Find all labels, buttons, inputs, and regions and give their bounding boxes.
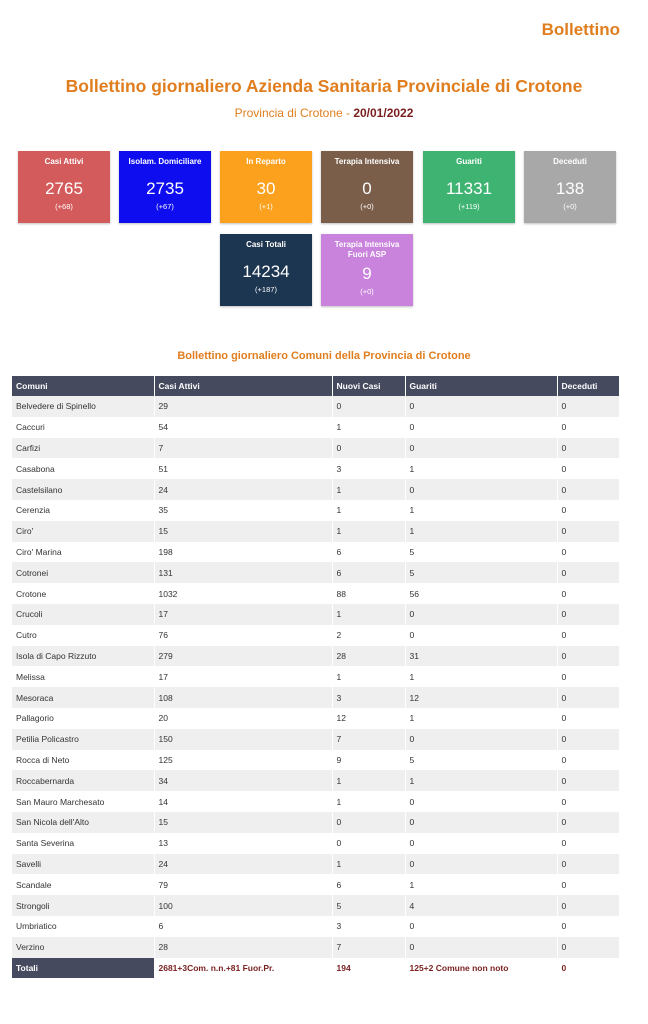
cell-deceduti: 0 [557,895,619,916]
header-deceduti: Deceduti [557,376,619,396]
cell-guariti: 0 [405,438,557,459]
page-title: Bollettino giornaliero Azienda Sanitaria Provinciale di Crotone [65,76,583,96]
table-row [12,874,619,895]
cell-guariti: 1 [405,458,557,479]
table-row [12,812,619,833]
cell-deceduti: 0 [557,791,619,812]
cell-casi-attivi: 150 [154,729,332,750]
totals-label: Totali [12,958,154,978]
cell-casi-attivi: 24 [154,854,332,875]
cell-casi-attivi: 34 [154,770,332,791]
cell-deceduti: 0 [557,750,619,771]
cell-casi-attivi: 17 [154,604,332,625]
cell-guariti: 0 [405,396,557,417]
cell-casi-attivi: 51 [154,458,332,479]
cell-deceduti: 0 [557,770,619,791]
cell-guariti: 12 [405,687,557,708]
card-delta: (+119) [458,202,480,211]
subtitle-province: Provincia di Crotone - [234,106,354,120]
cell-nuovi-casi: 6 [332,542,405,563]
table-row [12,916,619,937]
cell-guariti: 5 [405,750,557,771]
cell-casi-attivi: 279 [154,646,332,667]
cell-comune: Castelsilano [12,479,154,500]
cell-deceduti: 0 [557,812,619,833]
cell-guariti: 1 [405,666,557,687]
cell-guariti: 0 [405,854,557,875]
cell-nuovi-casi: 3 [332,916,405,937]
table-row [12,895,619,916]
cell-guariti: 1 [405,521,557,542]
cell-nuovi-casi: 5 [332,895,405,916]
cell-comune: Casabona [12,458,154,479]
cell-guariti: 0 [405,791,557,812]
cell-deceduti: 0 [557,687,619,708]
cell-nuovi-casi: 3 [332,687,405,708]
cell-comune: Strongoli [12,895,154,916]
cell-comune: Cotronei [12,562,154,583]
top-bar [0,0,648,60]
cell-comune: San Nicola dell'Alto [12,812,154,833]
cell-nuovi-casi: 1 [332,770,405,791]
table-row [12,396,619,417]
comuni-section-title: Bollettino giornaliero Comuni della Provincia di Crotone [177,350,471,362]
table-footer [12,958,619,978]
cell-deceduti: 0 [557,500,619,521]
page-subtitle [0,106,648,120]
cell-guariti: 0 [405,417,557,438]
cell-deceduti: 0 [557,729,619,750]
cell-casi-attivi: 100 [154,895,332,916]
cell-comune: Pallagorio [12,708,154,729]
cell-comune: San Mauro Marchesato [12,791,154,812]
cell-guariti: 0 [405,604,557,625]
cell-guariti: 56 [405,583,557,604]
cell-comune: Verzino [12,937,154,958]
cell-comune: Petilia Policastro [12,729,154,750]
cell-deceduti: 0 [557,458,619,479]
cell-deceduti: 0 [557,666,619,687]
cell-deceduti: 0 [557,646,619,667]
cell-guariti: 1 [405,874,557,895]
header-guariti: Guariti [405,376,557,396]
table-row [12,666,619,687]
card-guariti [423,151,515,223]
cell-guariti: 1 [405,708,557,729]
cell-casi-attivi: 29 [154,396,332,417]
cell-guariti: 0 [405,729,557,750]
cell-comune: Cerenzia [12,500,154,521]
cell-comune: Caccuri [12,417,154,438]
cell-nuovi-casi: 7 [332,729,405,750]
cell-nuovi-casi: 1 [332,521,405,542]
table-row [12,500,619,521]
cell-guariti: 0 [405,833,557,854]
cell-comune: Crucoli [12,604,154,625]
cell-casi-attivi: 13 [154,833,332,854]
totals-deceduti: 0 [557,958,619,978]
card-value: 0 [362,179,372,198]
cell-casi-attivi: 6 [154,916,332,937]
card-label: Isolam. Domiciliare [128,157,202,166]
cell-comune: Crotone [12,583,154,604]
card-delta: (+0) [360,202,374,211]
cell-nuovi-casi: 1 [332,500,405,521]
card-value: 14234 [242,262,290,281]
cell-comune: Santa Severina [12,833,154,854]
cell-deceduti: 0 [557,438,619,459]
cell-deceduti: 0 [557,833,619,854]
cell-nuovi-casi: 1 [332,417,405,438]
table-row [12,625,619,646]
cell-guariti: 0 [405,937,557,958]
table-row [12,604,619,625]
comuni-table [12,376,620,978]
cell-deceduti: 0 [557,604,619,625]
cell-nuovi-casi: 0 [332,812,405,833]
cell-deceduti: 0 [557,396,619,417]
card-label: Terapia Intensiva Fuori ASP [334,240,400,259]
cell-casi-attivi: 131 [154,562,332,583]
table-row [12,937,619,958]
table-row [12,854,619,875]
table-row [12,521,619,542]
cell-comune: Rocca di Neto [12,750,154,771]
cell-guariti: 5 [405,562,557,583]
table-header [12,376,619,396]
card-casi-totali [220,234,312,306]
cell-nuovi-casi: 28 [332,646,405,667]
card-label: In Reparto [246,157,286,166]
card-terapia-intensiva-fuori-asp [321,234,413,306]
table-row [12,729,619,750]
cell-casi-attivi: 108 [154,687,332,708]
cell-nuovi-casi: 0 [332,396,405,417]
cell-nuovi-casi: 12 [332,708,405,729]
card-value: 2765 [45,179,83,198]
card-value: 138 [555,179,585,198]
cell-guariti: 0 [405,812,557,833]
card-label: Casi Attivi [44,157,84,166]
card-label: Terapia Intensiva [334,157,400,166]
cell-casi-attivi: 14 [154,791,332,812]
table-row [12,833,619,854]
card-delta: (+187) [255,285,277,294]
cell-comune: Savelli [12,854,154,875]
header-comuni: Comuni [12,376,154,396]
cell-nuovi-casi: 9 [332,750,405,771]
card-label: Casi Totali [246,240,286,249]
cell-guariti: 0 [405,916,557,937]
cell-nuovi-casi: 2 [332,625,405,646]
cell-comune: Roccabernarda [12,770,154,791]
cell-deceduti: 0 [557,854,619,875]
cell-casi-attivi: 24 [154,479,332,500]
card-deceduti [524,151,616,223]
card-value: 11331 [445,179,492,198]
card-delta: (+1) [259,202,273,211]
card-terapia-intensiva [321,151,413,223]
table-row [12,750,619,771]
table-row [12,708,619,729]
cell-casi-attivi: 79 [154,874,332,895]
header-nuovi-casi: Nuovi Casi [332,376,405,396]
cell-comune: Belvedere di Spinello [12,396,154,417]
cell-deceduti: 0 [557,479,619,500]
cell-comune: Isola di Capo Rizzuto [12,646,154,667]
cell-nuovi-casi: 6 [332,562,405,583]
totals-row [12,958,619,978]
totals-casi-attivi: 2681+3Com. n.n.+81 Fuor.Pr. [154,958,332,978]
cell-deceduti: 0 [557,562,619,583]
cell-deceduti: 0 [557,583,619,604]
cell-guariti: 1 [405,770,557,791]
cell-casi-attivi: 17 [154,666,332,687]
cell-casi-attivi: 125 [154,750,332,771]
cell-comune: Carfizi [12,438,154,459]
cell-deceduti: 0 [557,874,619,895]
card-delta: (+67) [156,202,174,211]
cell-guariti: 31 [405,646,557,667]
table-row [12,542,619,563]
cell-casi-attivi: 15 [154,812,332,833]
cell-casi-attivi: 54 [154,417,332,438]
bulletin-date: 20/01/2022 [353,106,414,120]
cell-guariti: 4 [405,895,557,916]
cell-comune: Cutro [12,625,154,646]
cell-nuovi-casi: 88 [332,583,405,604]
totals-guariti: 125+2 Comune non noto [405,958,557,978]
cell-deceduti: 0 [557,521,619,542]
card-delta: (+68) [55,202,73,211]
cell-casi-attivi: 76 [154,625,332,646]
card-value: 30 [256,179,276,198]
cell-casi-attivi: 7 [154,438,332,459]
table-row [12,417,619,438]
cell-deceduti: 0 [557,916,619,937]
card-delta: (+0) [563,202,577,211]
cell-casi-attivi: 15 [154,521,332,542]
table-row [12,479,619,500]
table-row [12,458,619,479]
cell-deceduti: 0 [557,708,619,729]
cell-guariti: 5 [405,542,557,563]
card-isolamento-domiciliare [119,151,211,223]
card-value: 9 [362,264,372,283]
cell-deceduti: 0 [557,625,619,646]
cell-nuovi-casi: 0 [332,438,405,459]
table-row [12,438,619,459]
table-row [12,770,619,791]
cell-deceduti: 0 [557,937,619,958]
table-row [12,646,619,667]
cell-nuovi-casi: 6 [332,874,405,895]
card-value: 2735 [146,179,184,198]
table-row [12,687,619,708]
totals-nuovi-casi: 194 [332,958,405,978]
cell-comune: Umbriatico [12,916,154,937]
cell-casi-attivi: 35 [154,500,332,521]
card-label: Guariti [456,157,482,166]
card-label: Deceduti [553,157,587,166]
table-row [12,583,619,604]
cell-comune: Scandale [12,874,154,895]
cell-comune: Melissa [12,666,154,687]
header-casi-attivi: Casi Attivi [154,376,332,396]
table-body [12,396,619,958]
cell-casi-attivi: 1032 [154,583,332,604]
cell-casi-attivi: 198 [154,542,332,563]
cell-nuovi-casi: 1 [332,791,405,812]
cell-comune: Cirо' [12,521,154,542]
cell-guariti: 1 [405,500,557,521]
cell-deceduti: 0 [557,542,619,563]
cell-guariti: 0 [405,479,557,500]
table-row [12,791,619,812]
cell-nuovi-casi: 1 [332,479,405,500]
cell-nuovi-casi: 1 [332,604,405,625]
cell-casi-attivi: 28 [154,937,332,958]
header-row [12,376,619,396]
cell-nuovi-casi: 1 [332,666,405,687]
cell-deceduti: 0 [557,417,619,438]
cell-nuovi-casi: 1 [332,854,405,875]
brand-link[interactable]: Bollettino [541,20,620,39]
cell-casi-attivi: 20 [154,708,332,729]
card-in-reparto [220,151,312,223]
cell-nuovi-casi: 0 [332,833,405,854]
cell-guariti: 0 [405,625,557,646]
cell-comune: Cirо' Marina [12,542,154,563]
cell-comune: Mesoraca [12,687,154,708]
cell-nuovi-casi: 3 [332,458,405,479]
card-casi-attivi [18,151,110,223]
table-row [12,562,619,583]
card-delta: (+0) [360,287,374,296]
cell-nuovi-casi: 7 [332,937,405,958]
